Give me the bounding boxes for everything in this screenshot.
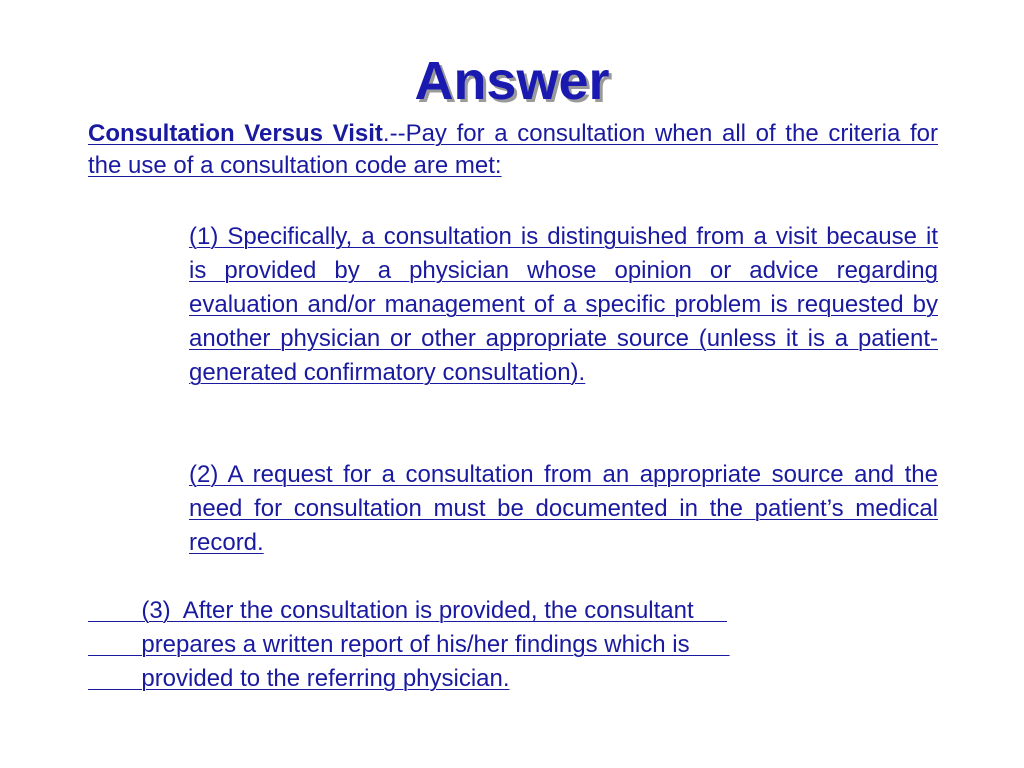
criterion-1: (1) Specifically, a consultation is distinguished from a visit because it is provided by a physician whose opinion or advice regarding evaluation and/or management of a specific problem is requested by another physician or other appropriate source (unless it is a patient-generated confirmatory consultation).	[189, 223, 938, 386]
intro-paragraph	[88, 118, 938, 182]
intro-lead: Consultation Versus Visit	[88, 120, 383, 147]
criterion-3-line-1: (3) After the consultation is provided, the consultant	[88, 597, 727, 624]
criterion-3-line-2: prepares a written report of his/her findings which is	[88, 631, 730, 658]
slide-title: Answer	[414, 51, 610, 111]
criterion-2: (2) A request for a consultation from an appropriate source and the need for consultation must be documented in the patient’s medical record.	[189, 461, 938, 556]
criterion-3-line-3: provided to the referring physician.	[88, 665, 510, 692]
intro-text: .--Pay for a consultation when all of the criteria for the use of a consultation code are met:	[88, 120, 938, 179]
criterion-3	[88, 594, 908, 696]
